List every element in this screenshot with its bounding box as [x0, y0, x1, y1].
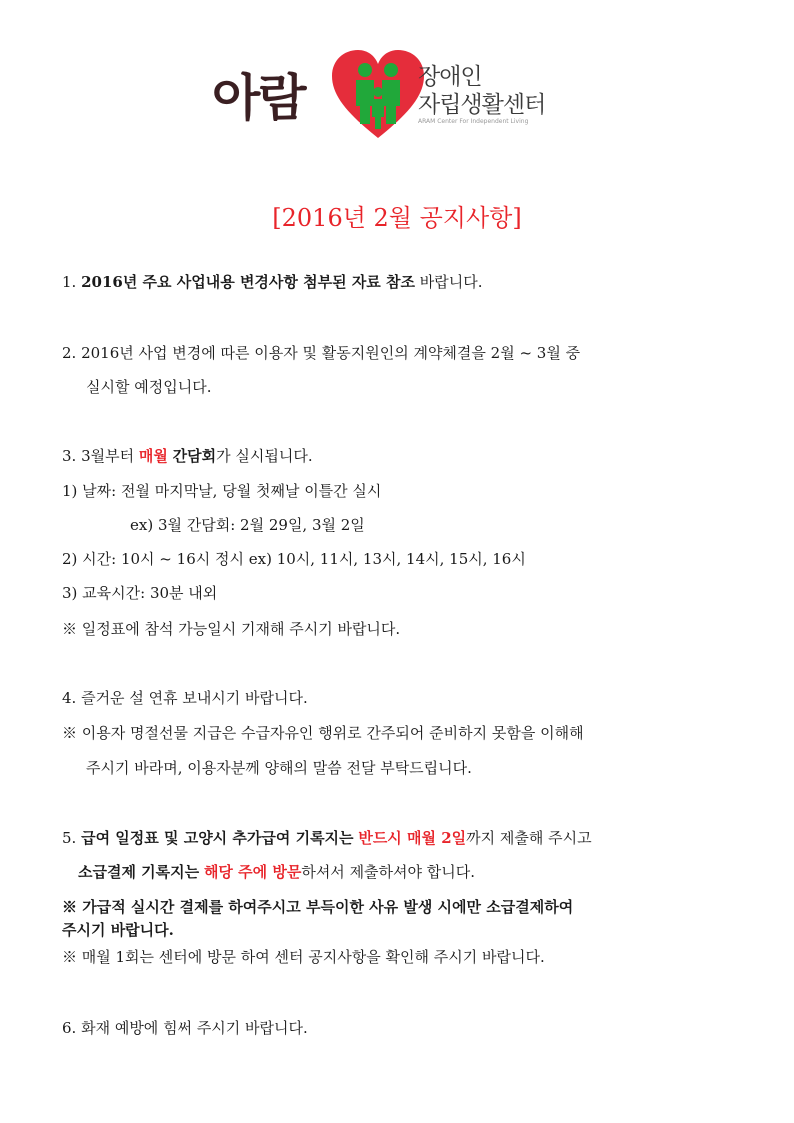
item-5-rest1: 까지 제출해 주시고 — [466, 829, 592, 847]
item-2-line2: 실시할 예정입니다. — [86, 378, 212, 396]
item-3 — [62, 446, 313, 466]
item-3-bold-text: 간담회 — [172, 447, 217, 465]
item-6: 6. 화재 예방에 힘써 주시기 바랍니다. — [62, 1019, 308, 1037]
logo-wordmark: 아람 — [212, 69, 305, 127]
item-4-note-line2: 주시기 바라며, 이용자분께 양해의 말씀 전달 부탁드립니다. — [86, 759, 472, 777]
item-2-line1: 2. 2016년 사업 변경에 따른 이용자 및 활동지원인의 계약체결을 2월 ~ 3월 중 — [62, 344, 581, 362]
item-5-rest2: 하셔서 제출하셔야 합니다. — [301, 863, 476, 881]
item-3-note: ※ 일정표에 참석 가능일시 기재해 주시기 바랍니다. — [62, 620, 401, 638]
item-1-number: 1. — [62, 273, 82, 291]
notice-title: [2016년 2월 공지사항] — [272, 204, 522, 232]
logo-text-line1: 장애인 — [418, 64, 482, 90]
item-3-rest: 가 실시됩니다. — [216, 447, 313, 465]
item-5-line2 — [78, 862, 475, 882]
item-4-note-line1: ※ 이용자 명절선물 지급은 수급자유인 행위로 간주되어 준비하지 못함을 이해해 — [62, 724, 584, 742]
item-3-sub-education: 3) 교육시간: 30분 내외 — [62, 584, 218, 602]
item-5-note: ※ 매월 1회는 센터에 방문 하여 센터 공지사항을 확인해 주시기 바랍니다. — [62, 948, 545, 966]
item-3-sub-date: 1) 날짜: 전월 마지막날, 당월 첫째날 이틀간 실시 — [62, 482, 382, 500]
item-3-lead: 3. 3월부터 — [62, 447, 139, 465]
item-1 — [62, 272, 483, 292]
item-5-bold-note-line2: 주시기 바랍니다. — [62, 921, 174, 939]
item-3-red-text: 매월 — [138, 447, 168, 465]
item-5-bold-note-line1: ※ 가급적 실시간 결제를 하여주시고 부득이한 사유 발생 시에만 소급결제하여 — [62, 898, 574, 916]
item-3-sub-date-example: ex) 3월 간담회: 2월 29일, 3월 2일 — [130, 516, 365, 534]
item-5-number: 5. — [62, 829, 82, 847]
item-1-rest: 바랍니다. — [415, 273, 483, 291]
item-3-sub-time: 2) 시간: 10시 ~ 16시 정시 ex) 10시, 11시, 13시, 14시, 15시, 16시 — [62, 550, 526, 568]
center-logo — [212, 48, 572, 140]
item-5-line1 — [62, 828, 592, 848]
heart-figures-icon — [330, 48, 426, 140]
item-5-visit: 해당 주에 방문 — [203, 863, 302, 881]
logo-text-line2: 자립생활센터 — [418, 92, 546, 118]
item-5-bold-text: 급여 일정표 및 고양시 추가급여 기록지는 — [81, 829, 354, 847]
item-5-deadline: 반드시 매월 2일 — [358, 829, 467, 847]
item-1-bold-text: 2016년 주요 사업내용 변경사항 첨부된 자료 참조 — [81, 273, 415, 291]
item-5-bold-text-2: 소급결제 기록지는 — [78, 863, 200, 881]
logo-english-name: ARAM Center For Independent Living — [418, 118, 529, 125]
item-4: 4. 즐거운 설 연휴 보내시기 바랍니다. — [62, 689, 308, 707]
